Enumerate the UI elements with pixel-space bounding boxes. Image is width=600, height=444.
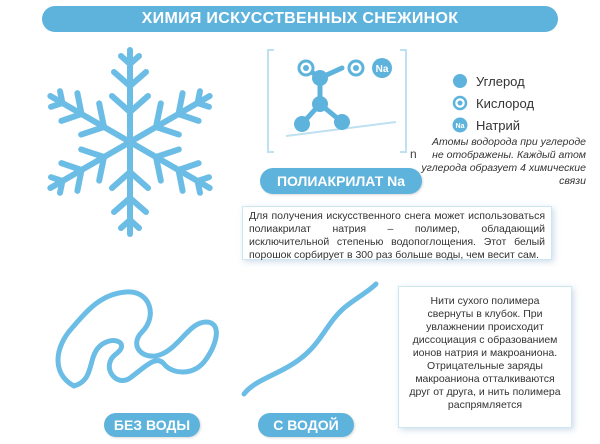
carbon-atom-icon — [312, 96, 328, 112]
legend-label: Углерод — [476, 73, 525, 89]
snowflake-icon — [32, 42, 228, 242]
wet-label: С ВОДОЙ — [258, 413, 354, 437]
info-box: Для получения искусственного снега может использоваться полиакрилат натрия – полимер, обладающий исключительной степенью водопоглощения. Этот белый порошок сорбирует в 300 раз больше воды, чем весит сам. — [242, 206, 552, 260]
legend — [452, 70, 592, 136]
page-title: ХИМИЯ ИСКУССТВЕННЫХ СНЕЖИНОК — [141, 10, 459, 27]
legend-item-oxygen — [452, 92, 592, 114]
explanation-box: Нити сухого полимера свернуты в клубок. При увлажнении происходит диссоциация с образованием ионов натрия и макроаниона. Отрицательные заряды макроаниона отталкиваются друг от друга, и нить полимера распрямляется — [398, 286, 572, 428]
dry-label: БЕЗ ВОДЫ — [104, 413, 200, 437]
dry-polymer-coil — [40, 278, 230, 408]
sodium-atom-icon — [452, 117, 468, 133]
sodium-label: Na — [375, 64, 389, 75]
wet-polymer-strand — [230, 278, 390, 408]
polyacrylate-label: ПОЛИАКРИЛАТ Na — [260, 168, 422, 194]
legend-label: Натрий — [476, 117, 521, 133]
molecule-diagram — [260, 42, 420, 164]
title-bar — [42, 6, 558, 32]
carbon-atom-icon — [294, 116, 310, 132]
carbon-atom-icon — [334, 114, 350, 130]
repeat-subscript: n — [410, 147, 417, 161]
carbon-atom-icon — [312, 70, 328, 86]
svg-text:Na: Na — [455, 123, 465, 130]
carbon-atom-icon — [452, 73, 468, 89]
oxygen-atom-icon — [452, 95, 468, 111]
legend-item-sodium — [452, 114, 592, 136]
hydrogen-note: Атомы водорода при углероде не отображены. Каждый атом углерода образует 4 химические связи — [421, 136, 586, 187]
legend-label: Кислород — [476, 95, 535, 111]
legend-item-carbon — [452, 70, 592, 92]
